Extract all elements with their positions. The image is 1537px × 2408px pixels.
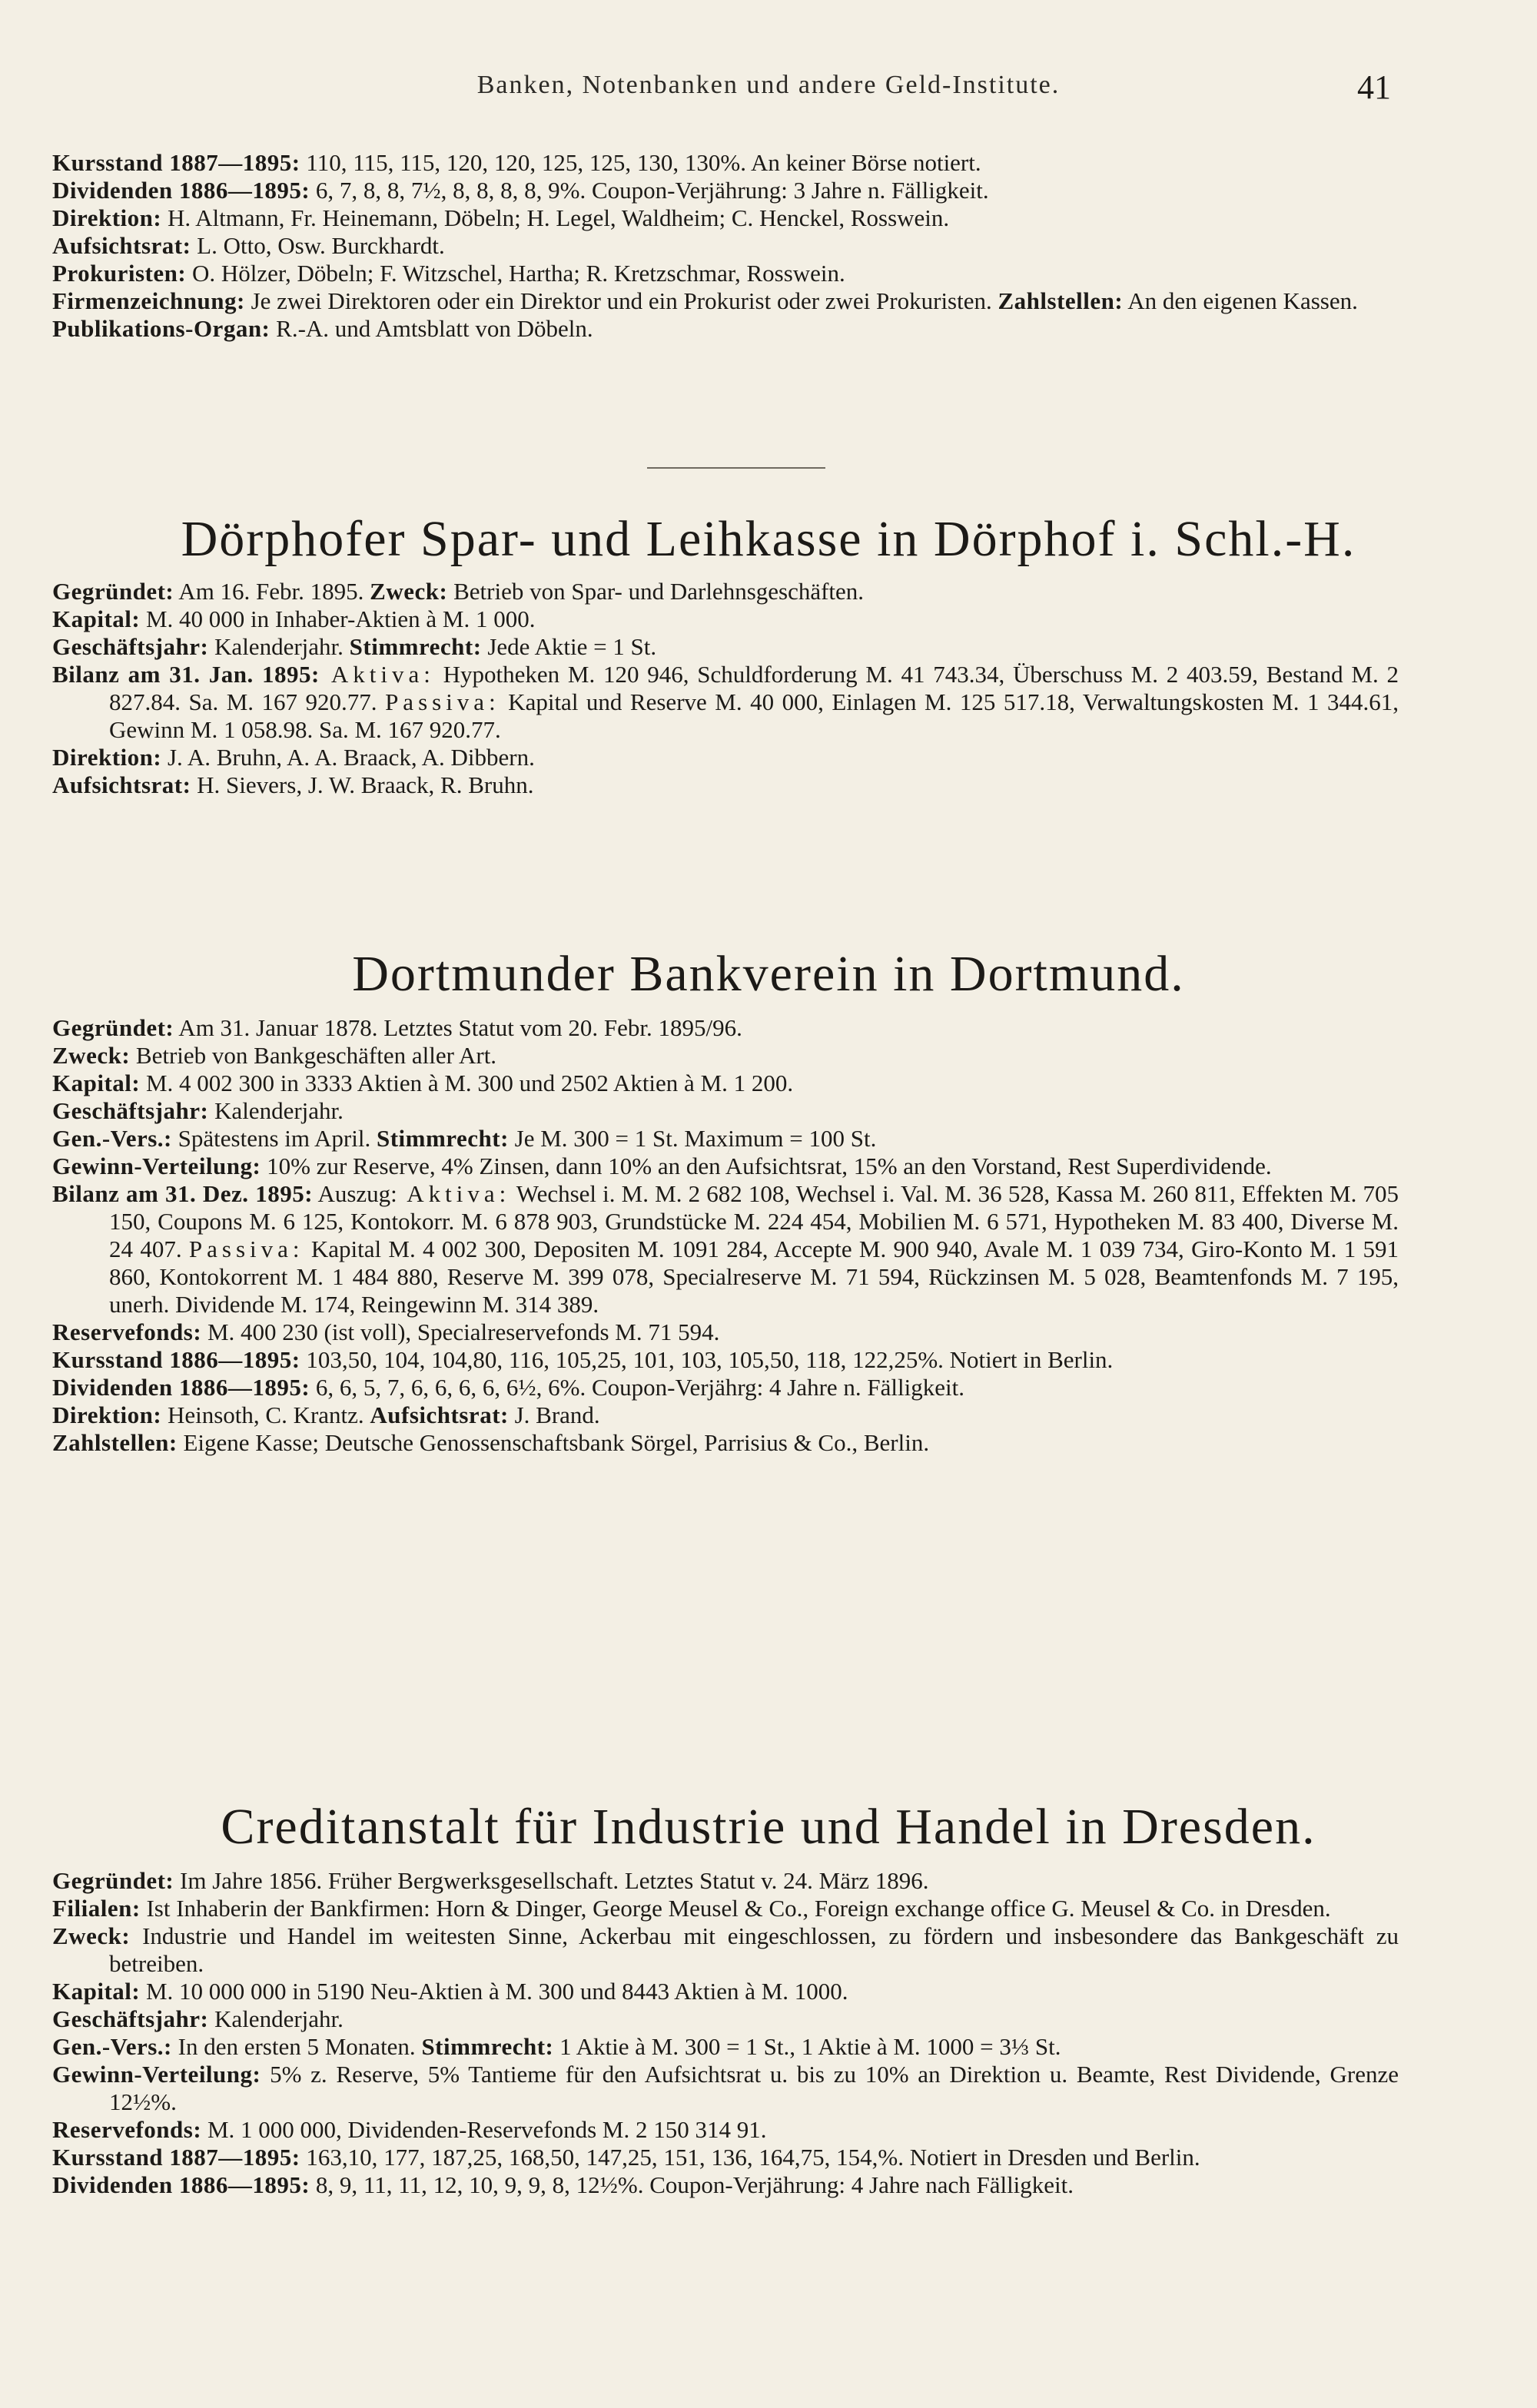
- entry-dividenden: Dividenden 1886—1895: 6, 7, 8, 8, 7½, 8, 8, 8, 8, 9%. Coupon-Verjährung: 3 Jahre n. Fälligkeit.: [52, 177, 989, 204]
- continuation-block: [52, 149, 1399, 343]
- entry-zweck: Zweck: Industrie und Handel im weitesten Sinne, Ackerbau mit eingeschlossen, zu fördern und insbesondere das Bankgeschäft zu betreiben.: [52, 1922, 1399, 1977]
- entry-kapital: Kapital: M. 40 000 in Inhaber-Aktien à M. 1 000.: [52, 605, 536, 632]
- entry-filialen: Filialen: Ist Inhaberin der Bankfirmen: Horn & Dinger, George Meusel & Co., Foreign exchange office G. Meusel & Co. in Dresden.: [52, 1895, 1331, 1922]
- entry-publikations-organ: Publikations-Organ: R.-A. und Amtsblatt von Döbeln.: [52, 315, 593, 342]
- entry-kursstand: Kursstand 1886—1895: 103,50, 104, 104,80, 116, 105,25, 101, 103, 105,50, 118, 122,25%. Notiert in Berlin.: [52, 1346, 1114, 1373]
- entry-reservefonds: Reservefonds: M. 1 000 000, Dividenden-Reservefonds M. 2 150 314 91.: [52, 2116, 767, 2143]
- entry-kursstand: Kursstand 1887—1895: 163,10, 177, 187,25, 168,50, 147,25, 151, 136, 164,75, 154,%. Notiert in Dresden und Berlin.: [52, 2144, 1200, 2171]
- entry-prokuristen: Prokuristen: O. Hölzer, Döbeln; F. Witzschel, Hartha; R. Kretzschmar, Rosswein.: [52, 260, 845, 287]
- entry-reservefonds: Reservefonds: M. 400 230 (ist voll), Specialreservefonds M. 71 594.: [52, 1318, 720, 1345]
- section-doerphofer: [52, 578, 1399, 799]
- entry-geschaeftsjahr: Geschäftsjahr: Kalenderjahr.: [52, 1097, 344, 1124]
- entry-aufsichtsrat: Aufsichtsrat: H. Sievers, J. W. Braack, R. Bruhn.: [52, 771, 534, 798]
- entry-kapital: Kapital: M. 4 002 300 in 3333 Aktien à M. 300 und 2502 Aktien à M. 1 200.: [52, 1070, 794, 1096]
- entry-gewinn-verteilung: Gewinn-Verteilung: 5% z. Reserve, 5% Tantieme für den Aufsichtsrat u. bis zu 10% an Direktion u. Beamte, Rest Dividende, Grenze 12½%.: [52, 2061, 1399, 2115]
- entry-dividenden: Dividenden 1886—1895: 6, 6, 5, 7, 6, 6, 6, 6, 6½, 6%. Coupon-Verjährg: 4 Jahre n. Fälligkeit.: [52, 1374, 965, 1401]
- page-number: 41: [1357, 68, 1391, 106]
- running-title: Banken, Notenbanken und andere Geld-Institute.: [476, 71, 1061, 99]
- entry-bilanz: Bilanz am 31. Dez. 1895: Auszug: Aktiva: Wechsel i. M. M. 2 682 108, Wechsel i. Val. M. 36 528, Kassa M. 260 811, Effekten M. 705 150, Coupons M. 6 125, Kontokorr. M. 6 878 903, Grundstücke M. 224 454, Mobilien M. 6 571, Hypotheken M. 83 400, Diverse M. 24 407. Passiva: Kapital M. 4 002 300, Depositen M. 1091 284, Accepte M. 900 940, Avale M. 1 039 734, Giro-Konto M. 1 591 860, Kontokorrent M. 1 484 880, Reserve M. 399 078, Specialreserve M. 71 594, Rückzinsen M. 5 028, Beamtenfonds M. 7 195, unerh. Dividende M. 174, Reingewinn M. 314 389.: [52, 1180, 1399, 1318]
- entry-firmenzeichnung: Firmenzeichnung: Je zwei Direktoren oder ein Direktor und ein Prokurist oder zwei Prokuristen. Zahlstellen: An den eigenen Kassen.: [52, 287, 1358, 314]
- entry-kapital: Kapital: M. 10 000 000 in 5190 Neu-Aktien à M. 300 und 8443 Aktien à M. 1000.: [52, 1978, 848, 2005]
- entry-gegruendet: Gegründet: Im Jahre 1856. Früher Bergwerksgesellschaft. Letztes Statut v. 24. März 1896.: [52, 1867, 929, 1894]
- entry-bilanz: Bilanz am 31. Jan. 1895: Aktiva: Hypotheken M. 120 946, Schuldforderung M. 41 743.34, Überschuss M. 2 403.59, Bestand M. 2 827.84. Sa. M. 167 920.77. Passiva: Kapital und Reserve M. 40 000, Einlagen M. 125 517.18, Verwaltungskosten M. 1 344.61, Gewinn M. 1 058.98. Sa. M. 167 920.77.: [52, 661, 1399, 743]
- entry-direktion: Direktion: Heinsoth, C. Krantz. Aufsichtsrat: J. Brand.: [52, 1401, 600, 1428]
- section-title-dortmunder: Dortmunder Bankverein in Dortmund.: [352, 946, 1185, 1002]
- entry-direktion: Direktion: J. A. Bruhn, A. A. Braack, A. Dibbern.: [52, 744, 535, 771]
- entry-zahlstellen: Zahlstellen: Eigene Kasse; Deutsche Genossenschaftsbank Sörgel, Parrisius & Co., Berlin.: [52, 1429, 930, 1456]
- section-title-creditanstalt: Creditanstalt für Industrie und Handel in Dresden.: [221, 1799, 1316, 1855]
- entry-gen-vers: Gen.-Vers.: In den ersten 5 Monaten. Stimmrecht: 1 Aktie à M. 300 = 1 St., 1 Aktie à M. 1000 = 3⅓ St.: [52, 2033, 1061, 2060]
- page-header: [0, 68, 1537, 114]
- section-creditanstalt: [52, 1867, 1399, 2199]
- entry-zweck: Zweck: Betrieb von Bankgeschäften aller Art.: [52, 1042, 497, 1069]
- entry-geschaeftsjahr: Geschäftsjahr: Kalenderjahr.: [52, 2005, 344, 2032]
- entry-gewinn-verteilung: Gewinn-Verteilung: 10% zur Reserve, 4% Zinsen, dann 10% an den Aufsichtsrat, 15% an den Vorstand, Rest Superdividende.: [52, 1153, 1272, 1179]
- section-title-doerphofer: Dörphofer Spar- und Leihkasse in Dörphof i. Schl.-H.: [181, 511, 1356, 567]
- entry-gen-vers: Gen.-Vers.: Spätestens im April. Stimmrecht: Je M. 300 = 1 St. Maximum = 100 St.: [52, 1125, 877, 1152]
- entry-geschaeftsjahr: Geschäftsjahr: Kalenderjahr. Stimmrecht: Jede Aktie = 1 St.: [52, 633, 657, 660]
- entry-kursstand: Kursstand 1887—1895: 110, 115, 115, 120, 120, 125, 125, 130, 130%. An keiner Börse notiert.: [52, 149, 981, 176]
- entry-aufsichtsrat: Aufsichtsrat: L. Otto, Osw. Burckhardt.: [52, 232, 445, 259]
- entry-direktion: Direktion: H. Altmann, Fr. Heinemann, Döbeln; H. Legel, Waldheim; C. Henckel, Rosswein.: [52, 204, 950, 231]
- entry-gegruendet: Gegründet: Am 16. Febr. 1895. Zweck: Betrieb von Spar- und Darlehnsgeschäften.: [52, 578, 865, 605]
- entry-dividenden: Dividenden 1886—1895: 8, 9, 11, 11, 12, 10, 9, 9, 8, 12½%. Coupon-Verjährung: 4 Jahre nach Fälligkeit.: [52, 2171, 1074, 2198]
- entry-gegruendet: Gegründet: Am 31. Januar 1878. Letztes Statut vom 20. Febr. 1895/96.: [52, 1014, 742, 1041]
- section-divider: [647, 467, 825, 469]
- section-dortmunder: [52, 1014, 1399, 1457]
